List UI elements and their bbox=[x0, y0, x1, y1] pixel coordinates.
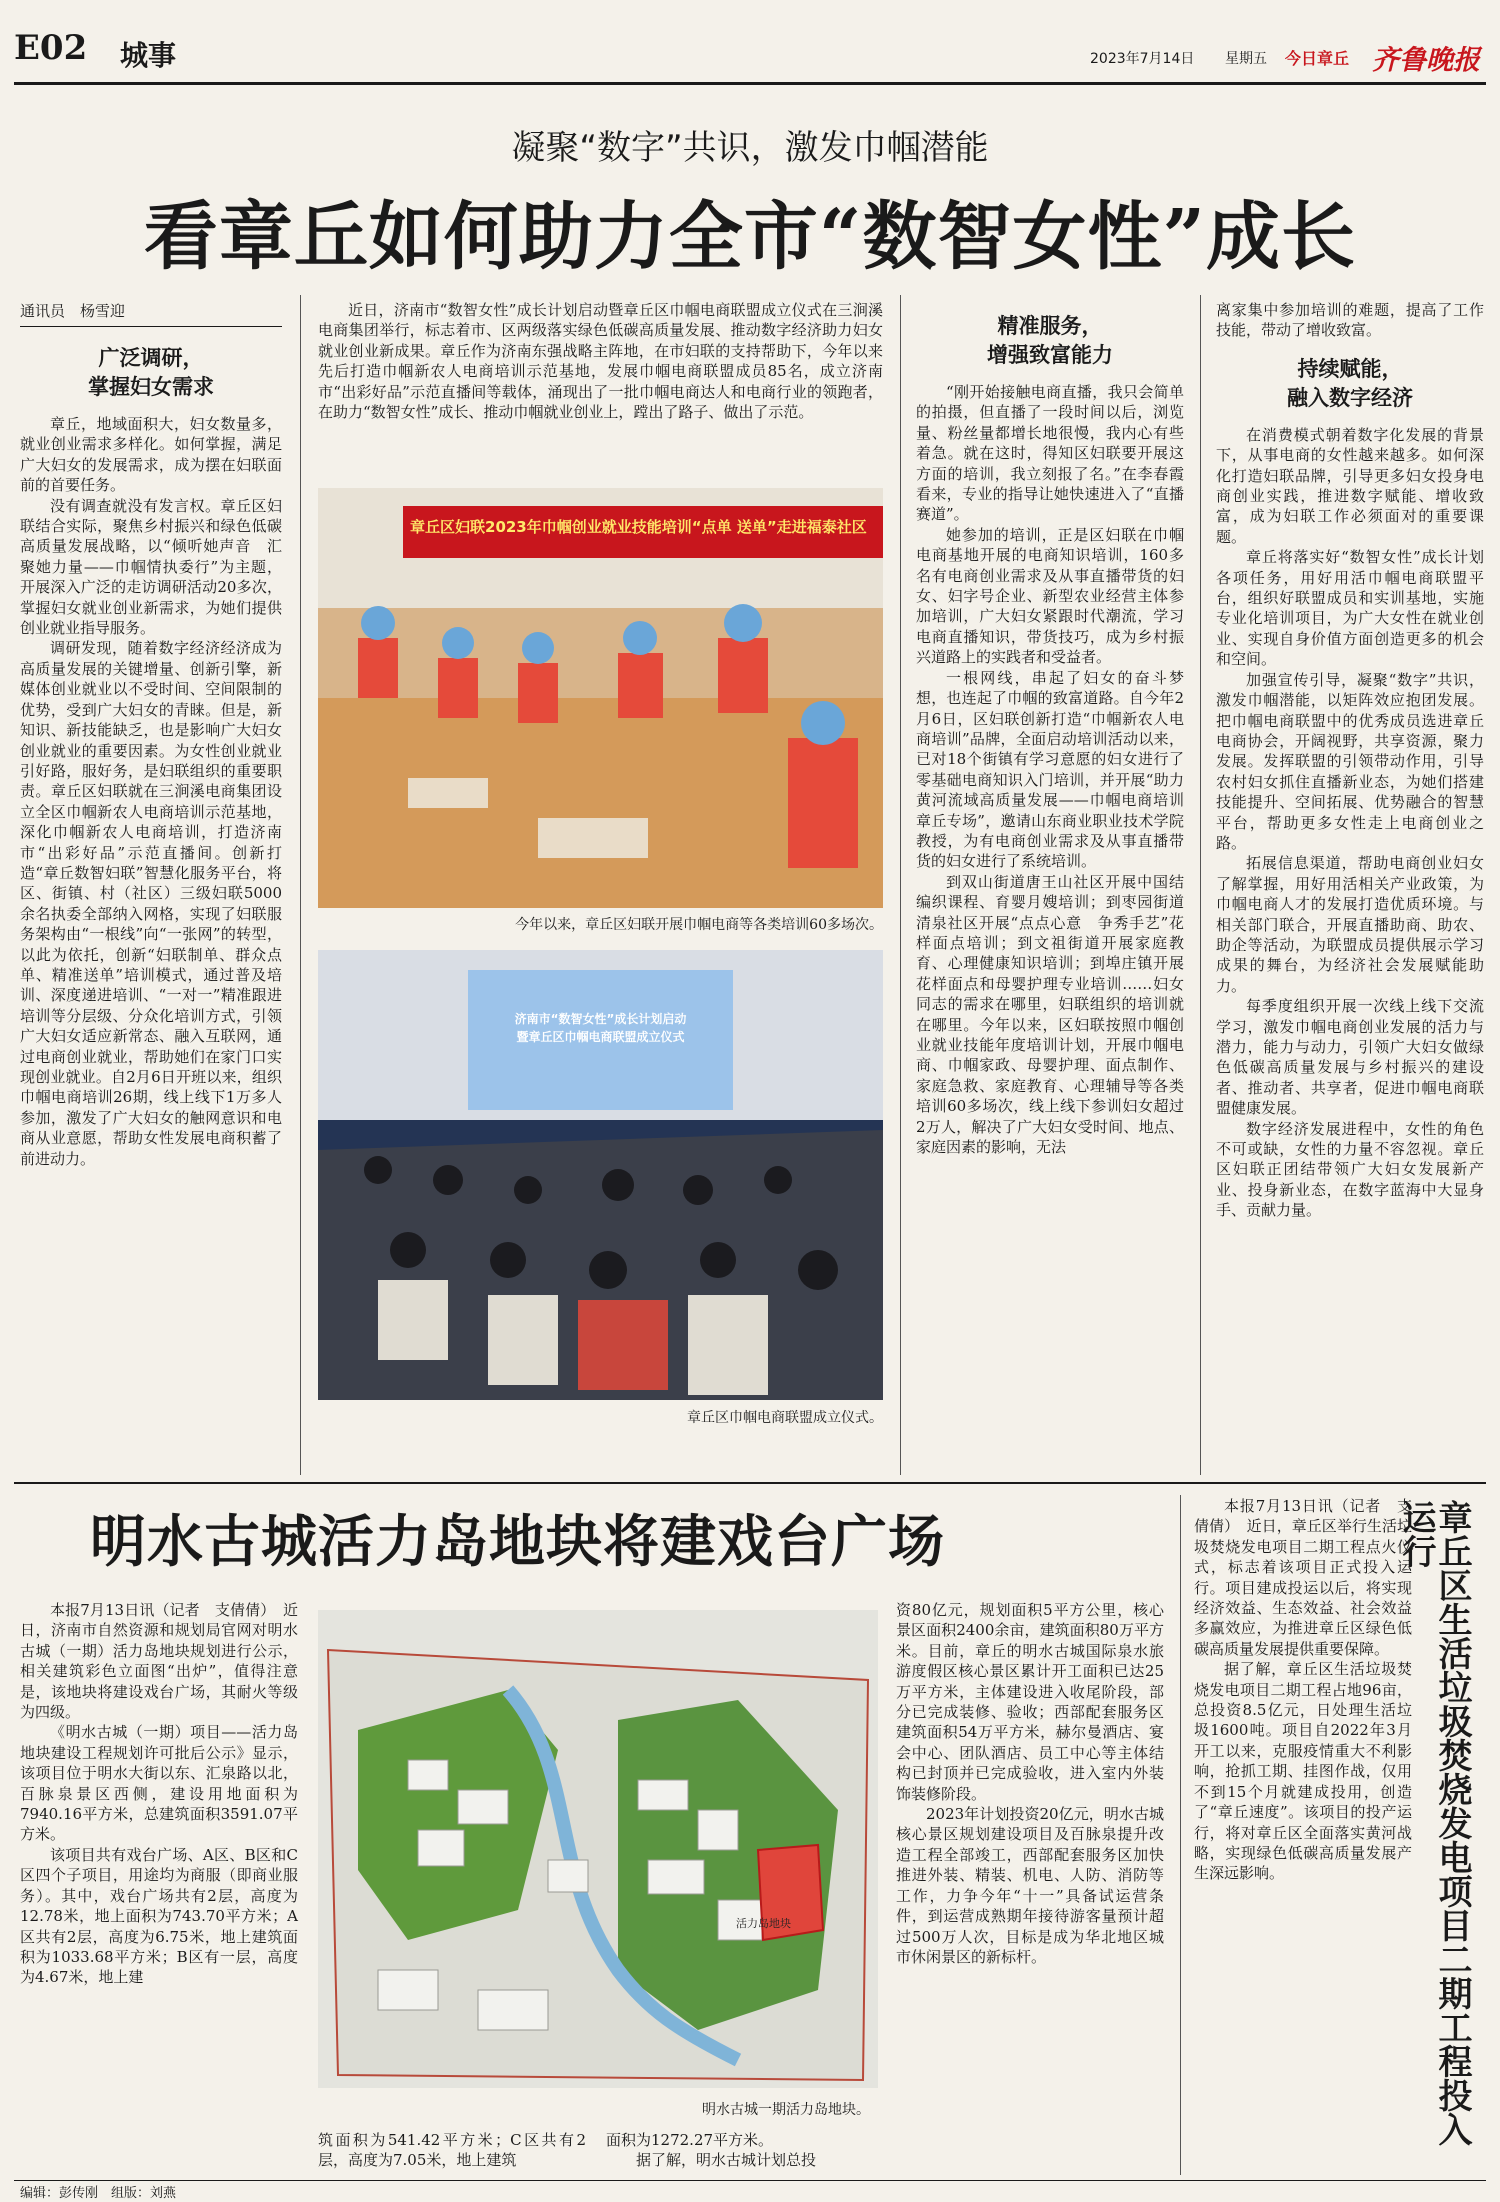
paragraph: 每季度组织开展一次线上线下交流学习，激发巾帼电商创业发展的活力与潜力，能力与动力，引领广大妇女做绿色低碳高质量发展与乡村振兴的建设者、推动者、共享者，促进巾帼电商联盟健康发展。 bbox=[1216, 997, 1484, 1118]
paragraph: 筑面积为541.42平方米；C区共有2层，高度为7.05米，地上建筑 bbox=[318, 2131, 586, 2170]
column-divider bbox=[900, 295, 901, 1475]
story2-headline: 明水古城活力岛地块将建戏台广场 bbox=[90, 1509, 945, 1575]
map-site-label: 活力岛地块 bbox=[736, 1917, 791, 1930]
column-divider bbox=[300, 295, 301, 1475]
paragraph: “刚开始接触电商直播，我只会简单的拍摄，但直播了一段时间以后，浏览量、粉丝量都增长地很慢，我内心有些着急。就在这时，得知区妇联要开展这方面的培训，我立刻报了名。”在李春霞看来，专业的指导让她快速进入了“直播赛道”。 bbox=[916, 383, 1184, 524]
lead-subhead-3: 持续赋能， 融入数字经济 bbox=[1287, 356, 1413, 410]
page-number: E02 bbox=[14, 28, 88, 68]
lead-kicker: 凝聚“数字”共识，激发巾帼潜能 bbox=[511, 128, 989, 168]
training-photo bbox=[318, 488, 883, 908]
paragraph: 《明水古城（一期）项目——活力岛地块建设工程规划许可批后公示》显示，该项目位于明水大街以东、汇泉路以北，百脉泉景区西侧，建设用地面积为7940.16平方米，总建筑面积3591.07平方米。 bbox=[20, 1723, 298, 1844]
edition-name: 今日章丘 bbox=[1285, 49, 1350, 68]
lead-column-4 bbox=[1216, 300, 1484, 1472]
paragraph: 据了解，章丘区生活垃圾焚烧发电项目二期工程占地96亩，总投资8.5亿元，日处理生活垃圾1600吨。项目自2022年3月开工以来，克服疫情重大不利影响，抢抓工期、挂图作战，仅用不到15个月就建成投用，创造了“章丘速度”。该项目的投产运行，将对章丘区全面落实黄河战略，实现绿色低碳高质量发展产生深远影响。 bbox=[1194, 1660, 1412, 1883]
training-banner-text: 章丘区妇联2023年巾帼创业就业技能培训“点单 送单”走进福泰社区 bbox=[410, 518, 867, 536]
paragraph: 她参加的培训，正是区妇联在巾帼电商基地开展的电商知识培训，160多名有电商创业需求及从事直播带货的妇女、妇字号企业、新型农业经营主体参加培训，广大妇女紧跟时代潮流，学习电商直播知识，带货技巧，成为乡村振兴道路上的实践者和受益者。 bbox=[916, 525, 1184, 667]
paragraph: 本报7月13日讯（记者 支倩倩） 近日，章丘区举行生活垃圾焚烧发电项目二期工程点火仪式，标志着该项目正式投入运行。项目建成投运以后，将实现经济效益、生态效益、社会效益多赢效应，为推进章丘区绿色低碳高质量发展提供重要保障。 bbox=[1194, 1497, 1412, 1658]
footer-rule bbox=[14, 2180, 1486, 2181]
training-photo-graphic bbox=[318, 488, 883, 908]
section-rule bbox=[14, 1482, 1486, 1484]
paragraph: 一根网线，串起了妇女的奋斗梦想，也连起了巾帼的致富道路。自今年2月6日，区妇联创新打造“巾帼新农人电商培训”品牌，全面启动培训活动以来，已对18个街镇有学习意愿的妇女进行了零基础电商知识入门培训，并开展“助力黄河流域高质量发展——巾帼电商培训章丘专场”，邀请山东商业职业技术学院教授，为有电商创业需求及从事直播带货的妇女进行了系统培训。 bbox=[916, 668, 1184, 871]
paragraph: 该项目共有戏台广场、A区、B区和C区四个子项目，用途均为商服（即商业服务）。其中，戏台广场共有2层，高度为12.78米，地上面积为743.70平方米；A区共有2层，高度为6.75米，地上建筑面积为1033.68平方米；B区有一层，高度为4.67米，地上建 bbox=[20, 1845, 298, 1987]
paragraph: 没有调查就没有发言权。章丘区妇联结合实际，聚焦乡村振兴和绿色低碳高质量发展战略，以“倾听她声音 汇聚她力量——巾帼情执委行”为主题，开展深入广泛的走访调研活动20多次，掌握妇女就业创业新需求，为她们提供创业就业指导服务。 bbox=[20, 496, 282, 638]
lead-column-1 bbox=[20, 330, 282, 1470]
paragraph: 在消费模式朝着数字化发展的背景下，从事电商的女性越来越多。如何深化打造妇联品牌，引导更多妇女投身电商创业实践，推进数字赋能、增收致富，成为妇联工作必须面对的重要课题。 bbox=[1216, 425, 1484, 546]
story3-body bbox=[1194, 1496, 1412, 2176]
site-plan-map bbox=[318, 1610, 878, 2088]
ceremony-screen-title: 济南市“数智女性”成长计划启动 暨章丘区巾帼电商联盟成立仪式 bbox=[514, 1012, 687, 1044]
paragraph: 到双山街道唐王山社区开展中国结编织课程、育婴月嫂培训；到枣园街道清泉社区开展“点点心意 争秀手艺”花样面点培训；到文祖街道开展家庭教育、心理健康知识培训；到埠庄镇开展花样面点和母婴护理专业培训……妇女同志的需求在哪里，妇联组织的培训就在哪里。今年以来，区妇联按照巾帼创业就业技能年度培训计划，开展巾帼电商、巾帼家政、母婴护理、面点制作、家庭急救、家庭教育、心理辅导等各类培训60多场次，线上线下参训妇女超过2万人，解决了广大妇女受时间、地点、家庭因素的影响，无法 bbox=[916, 872, 1184, 1157]
byline: 通讯员 杨雪迎 bbox=[20, 302, 126, 320]
masthead-rule bbox=[14, 82, 1486, 85]
byline-rule bbox=[20, 326, 282, 327]
paper-logo: 齐鲁晚报 bbox=[1372, 45, 1480, 76]
column-divider bbox=[1180, 1495, 1181, 2175]
story2-continuation-mid bbox=[606, 2130, 878, 2174]
intro-paragraph: 近日，济南市“数智女性”成长计划启动暨章丘区巾帼电商联盟成立仪式在三涧溪电商集团举行，标志着市、区两级落实绿色低碳高质量发展、推动数字经济助力妇女就业创业新成果。章丘作为济南东强战略主阵地，在市妇联的支持帮助下，今年以来先后打造巾帼新农人电商培训示范基地，发展巾帼电商联盟成员85名，成立济南市“出彩好品”示范直播间等载体，涌现出了一批巾帼电商达人和电商行业的领跑者，在助力“数智女性”成长、推动巾帼就业创业上，蹚出了路子、做出了示范。 bbox=[318, 301, 883, 422]
paragraph: 拓展信息渠道，帮助电商创业妇女了解掌握，用好用活相关产业政策，为巾帼电商人才的发展打造优质环境。与相关部门联合，开展直播助商、助农、助企等活动，为联盟成员提供展示学习成果的舞台，为经济社会发展赋能助力。 bbox=[1216, 854, 1484, 995]
issue-weekday: 星期五 bbox=[1225, 51, 1267, 67]
lead-subhead-2: 精准服务， 增强致富能力 bbox=[987, 314, 1113, 367]
paragraph: 2023年计划投资20亿元，明水古城核心景区规划建设项目及百脉泉提升改造工程全部竣工，西部配套服务区加快推进外装、精装、机电、人防、消防等工作，力争今年“十一”具备试运营条件，到运营成熟期年接待游客量预计超过500万人次，目标是成为华北地区城市休闲景区的新标杆。 bbox=[896, 1805, 1164, 1966]
paragraph: 本报7月13日讯（记者 支倩倩） 近日，济南市自然资源和规划局官网对明水古城（一期）活力岛地块规划进行公示，相关建筑彩色立面图“出炉”，值得注意是，该地块将建设戏台广场，其耐火等级为四级。 bbox=[20, 1601, 298, 1722]
paragraph: 章丘，地域面积大，妇女数量多，就业创业需求多样化。如何掌握，满足广大妇女的发展需求，成为摆在妇联面前的首要任务。 bbox=[20, 415, 282, 495]
site-plan-caption: 明水古城一期活力岛地块。 bbox=[702, 2102, 870, 2118]
paragraph: 离家集中参加培训的难题，提高了工作技能，带动了增收致富。 bbox=[1216, 301, 1484, 340]
paragraph: 资80亿元，规划面积5平方公里，核心景区面积2400余亩，建筑面积80万平方米。目前，章丘的明水古城国际泉水旅游度假区核心景区累计开工面积已达25万平方米，主体建设进入收尾阶段，部分已完成装修、验收；西部配套服务区建筑面积54万平方米，赫尔曼酒店、宴会中心、团队酒店、员工中心等主体结构已封顶并已完成验收，进入室内外装饰装修阶段。 bbox=[896, 1601, 1164, 1803]
column-divider bbox=[1200, 295, 1201, 1475]
lead-subhead-1: 广泛调研， 掌握妇女需求 bbox=[88, 346, 214, 399]
lead-intro bbox=[318, 300, 883, 468]
lead-column-3 bbox=[916, 300, 1184, 1472]
paragraph: 面积为1272.27平方米。 据了解，明水古城计划总投 bbox=[606, 2131, 817, 2170]
story2-continuation-left bbox=[318, 2130, 586, 2174]
story3-headline: 章丘区生活垃圾焚烧发电项目二期工程投入运行 bbox=[1396, 1500, 1472, 2146]
footer-credits: 编辑：彭传刚 组版：刘燕 bbox=[20, 2186, 177, 2201]
paragraph: 调研发现，随着数字经济经济成为高质量发展的关键增量、创新引擎，新媒体创业就业以不受时间、空间限制的优势，受到广大妇女的青睐。但是，新知识、新技能缺乏，也是影响广大妇女创业就业的重要因素。为女性创业就业引好路，服好务，是妇联组织的重要职责。章丘区妇联就在三涧溪电商集团设立全区巾帼新农人电商培训示范基地，深化巾帼新农人电商培训，打造济南市“出彩好品”示范直播间。创新打造“章丘数智妇联”智慧化服务平台，将区、街镇、村（社区）三级妇联5000余名执委全部纳入网格，实现了妇联服务架构由“一根线”向“一张网”的转型，以此为依托，创新“妇联制单、群众点单、精准送单”培训模式，通过普及培训、深度递进培训、“一对一”精准跟进培训等分层级、分众化培训方式，引领广大妇女适应新常态、融入互联网，通过电商创业就业，帮助她们在家门口实现创业就业。自2月6日开班以来，组织巾帼电商培训26期，线上线下1万多人参加，激发了广大妇女的触网意识和电商从业意愿，帮助女性发展电商积蓄了前进动力。 bbox=[20, 639, 282, 1168]
paragraph: 数字经济发展进程中，女性的角色不可或缺，女性的力量不容忽视。章丘区妇联正团结带领广大妇女发展新产业、投身新业态，在数字蓝海中大显身手、贡献力量。 bbox=[1216, 1119, 1484, 1220]
story2-column-1 bbox=[20, 1600, 298, 2132]
section-name: 城事 bbox=[120, 39, 177, 72]
site-plan-graphic bbox=[318, 1610, 878, 2088]
issue-date: 2023年7月14日 bbox=[1090, 51, 1195, 67]
story2-column-3 bbox=[896, 1600, 1164, 2174]
ceremony-photo-caption: 章丘区巾帼电商联盟成立仪式。 bbox=[687, 1410, 883, 1426]
paragraph: 加强宣传引导，凝聚“数字”共识，激发巾帼潜能，以矩阵效应抱团发展。把巾帼电商联盟中的优秀成员选进章丘电商协会，开阔视野，共享资源，聚力发展。发挥联盟的引领带动作用，引导农村妇女抓住直播新业态，为她们搭建技能提升、空间拓展、优势融合的智慧平台，帮助更多女性走上电商创业之路。 bbox=[1216, 670, 1484, 852]
lead-headline: 看章丘如何助力全市“数智女性”成长 bbox=[143, 194, 1357, 280]
ceremony-photo bbox=[318, 950, 883, 1400]
paragraph: 章丘将落实好“数智女性”成长计划各项任务，用好用活巾帼电商联盟平台，组织好联盟成员和实训基地，实施专业化培训项目，为广大女性在就业创业、实现自身价值方面创造更多的机会和空间。 bbox=[1216, 548, 1484, 669]
training-photo-caption: 今年以来，章丘区妇联开展巾帼电商等各类培训60多场次。 bbox=[515, 917, 883, 933]
